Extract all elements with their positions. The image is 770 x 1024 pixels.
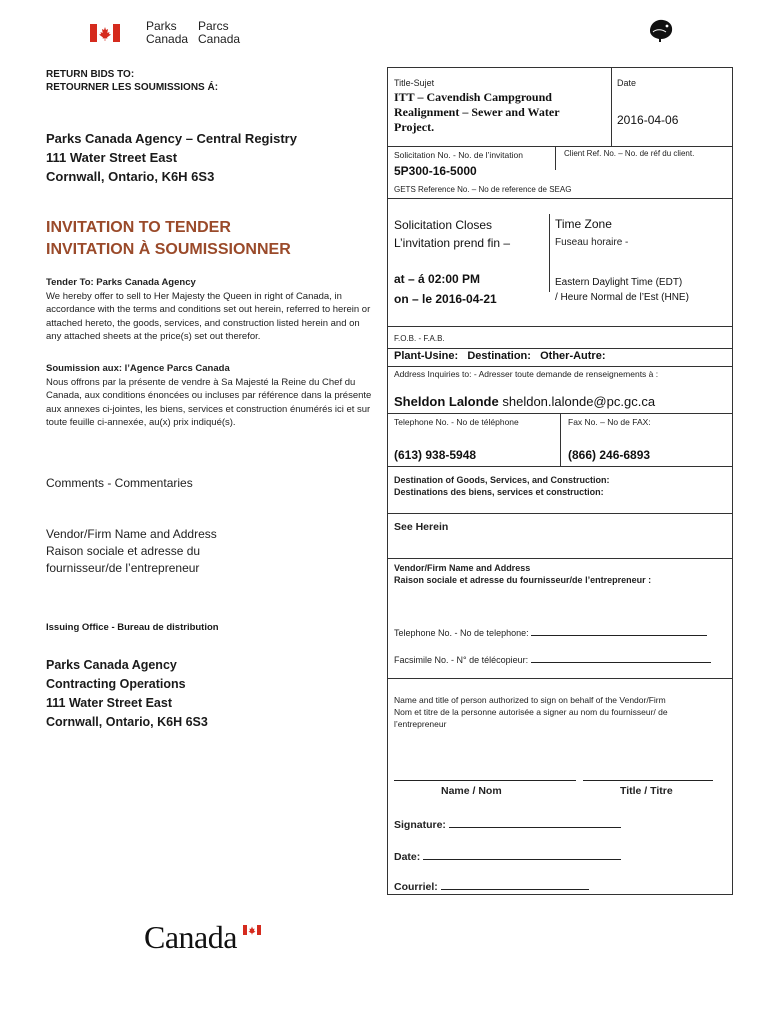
gets-label: GETS Reference No. – No de reference de SEAG [394, 185, 572, 194]
telephone-label: Telephone No. - No de téléphone [394, 417, 519, 427]
vendor-phone-label: Telephone No. - No de telephone: [394, 628, 532, 638]
fob-label: F.O.B. - F.A.B. [394, 334, 445, 343]
return-bids-fr: RETOURNER LES SOUMISSIONS Á: [46, 82, 219, 93]
timezone-fr: Fuseau horaire - [555, 237, 629, 248]
authorized-line1: Name and title of person authorized to sign on behalf of the Vendor/Firm [394, 695, 666, 705]
tender-to-label: Tender To: Parks Canada Agency [46, 277, 196, 288]
plant-usine-label: Plant-Usine: [394, 350, 462, 362]
invitation-title [46, 217, 291, 261]
vendor-box-label [394, 562, 651, 586]
closing-on-date: on – le 2016-04-21 [394, 292, 497, 306]
destination-label: Destination: [467, 350, 534, 362]
tender-to-paragraph [46, 276, 376, 344]
vendor-phone-field[interactable] [394, 626, 707, 639]
closing-time [394, 269, 497, 309]
return-address [46, 129, 297, 186]
destination-goods [394, 474, 610, 498]
vendor-label-line1: Vendor/Firm Name and Address [46, 527, 217, 541]
authorized-person-label [394, 694, 719, 730]
canada-wordmark: Canada [144, 919, 237, 955]
fob-options [394, 350, 606, 363]
solicitation-closes [394, 216, 510, 252]
see-herein: See Herein [394, 521, 449, 533]
fax-value: (866) 246-6893 [568, 448, 651, 462]
return-address-line: 111 Water Street East [46, 150, 178, 165]
client-ref-label: Client Ref. No. – No. de réf du client. [564, 149, 695, 158]
org-fr-line2: Canada [198, 32, 241, 46]
beaver-emblem-icon [647, 17, 675, 43]
signature-label: Signature: [394, 819, 449, 831]
other-autre-label: Other-Autre: [540, 350, 606, 362]
wordmark-flag-icon [243, 925, 261, 935]
date-label: Date [617, 78, 637, 88]
date-field[interactable] [394, 850, 621, 863]
name-signature-line[interactable] [394, 780, 576, 781]
return-bids-label [46, 68, 218, 94]
vendor-label [46, 526, 217, 577]
closes-en: Solicitation Closes [394, 218, 493, 232]
invitation-title-en: INVITATION TO TENDER [46, 219, 231, 236]
signature-field[interactable] [394, 818, 621, 831]
org-en-line1: Parks [146, 19, 177, 33]
date-field-label: Date: [394, 851, 424, 863]
timezone-value [555, 275, 689, 305]
title-signature-line[interactable] [583, 780, 713, 781]
vendor-box-label-en: Vendor/Firm Name and Address [394, 563, 531, 573]
closes-fr: L’invitation prend fin – [394, 236, 511, 250]
issuing-address-line: Contracting Operations [46, 677, 186, 691]
closing-at-time: at – á 02:00 PM [394, 272, 481, 286]
vendor-fax-field[interactable] [394, 653, 711, 666]
courriel-label: Courriel: [394, 881, 441, 893]
issuing-address [46, 656, 208, 732]
return-address-line: Cornwall, Ontario, K6H 6S3 [46, 169, 215, 184]
authorized-line2: Nom et titre de la personne autorisée a signer au nom du fournisseur/ de [394, 707, 668, 717]
soumission-label: Soumission aux: l’Agence Parcs Canada [46, 363, 230, 374]
destination-goods-fr: Destinations des biens, services et construction: [394, 487, 604, 497]
vendor-label-line3: fournisseur/de l’entrepreneur [46, 561, 200, 575]
canada-flag-icon [90, 24, 120, 42]
vendor-label-line2: Raison sociale et adresse du [46, 544, 201, 558]
title-label: Title-Sujet [394, 78, 435, 88]
issuing-address-line: Parks Canada Agency [46, 658, 177, 672]
contact-name: Sheldon Lalonde [394, 394, 499, 409]
destination-goods-en: Destination of Goods, Services, and Construction: [394, 475, 610, 485]
issuing-office-label: Issuing Office - Bureau de distribution [46, 622, 219, 633]
vendor-fax-label: Facsimile No. - N° de télécopieur: [394, 655, 531, 665]
org-en-line2: Canada [146, 32, 189, 46]
return-bids-en: RETURN BIDS TO: [46, 69, 135, 80]
fax-label: Fax No. – No de FAX: [568, 417, 651, 427]
return-address-line: Parks Canada Agency – Central Registry [46, 131, 297, 146]
org-fr-line1: Parcs [198, 19, 229, 33]
comments-label: Comments - Commentaries [46, 476, 193, 490]
courriel-field[interactable] [394, 880, 589, 893]
soumission-text: Nous offrons par la présente de vendre à Sa Majesté la Reine du Chef du Canada, aux conditions énoncées ou incluses par référence dans la présente aux annexes ci-jointes, les biens, services et construction énumérés ici et sur toute feuille ci-annexée, au(x) prix indiqué(s). [46, 376, 372, 428]
contact-email[interactable]: sheldon.lalonde@pc.gc.ca [502, 394, 656, 409]
soumission-paragraph [46, 362, 376, 430]
issuing-address-line: Cornwall, Ontario, K6H 6S3 [46, 715, 208, 729]
invitation-title-fr: INVITATION À SOUMISSIONNER [46, 241, 291, 258]
timezone-value-line1: Eastern Daylight Time (EDT) [555, 277, 683, 288]
telephone-value: (613) 938-5948 [394, 448, 477, 462]
issuing-address-line: 111 Water Street East [46, 696, 172, 710]
timezone-value-line2: / Heure Normal de l’Est (HNE) [555, 292, 689, 303]
authorized-line3: l’entrepreneur [394, 719, 447, 729]
tender-details-box [387, 67, 733, 895]
tender-to-text: We hereby offer to sell to Her Majesty the Queen in right of Canada, in accordance with the terms and conditions set out herein, referred to herein or attached hereto, the goods, services, and construction listed herein and on any attached sheets at the price(s) set out therefor. [46, 290, 371, 342]
title-value: ITT – Cavendish Campground Realignment – Sewer and Water Project. [394, 90, 560, 134]
date-value: 2016-04-06 [617, 113, 679, 127]
timezone-en: Time Zone [555, 217, 612, 231]
solicitation-label: Solicitation No. - No. de l’invitation [394, 150, 523, 160]
title-label-bottom: Title / Titre [620, 785, 673, 797]
solicitation-value: 5P300-16-5000 [394, 164, 477, 178]
address-inquiries-label: Address Inquiries to: - Adresser toute demande de renseignements à : [394, 369, 659, 379]
vendor-box-label-fr: Raison sociale et adresse du fournisseur/de l’entrepreneur : [394, 575, 652, 585]
name-label: Name / Nom [441, 785, 502, 797]
contact [394, 393, 655, 411]
